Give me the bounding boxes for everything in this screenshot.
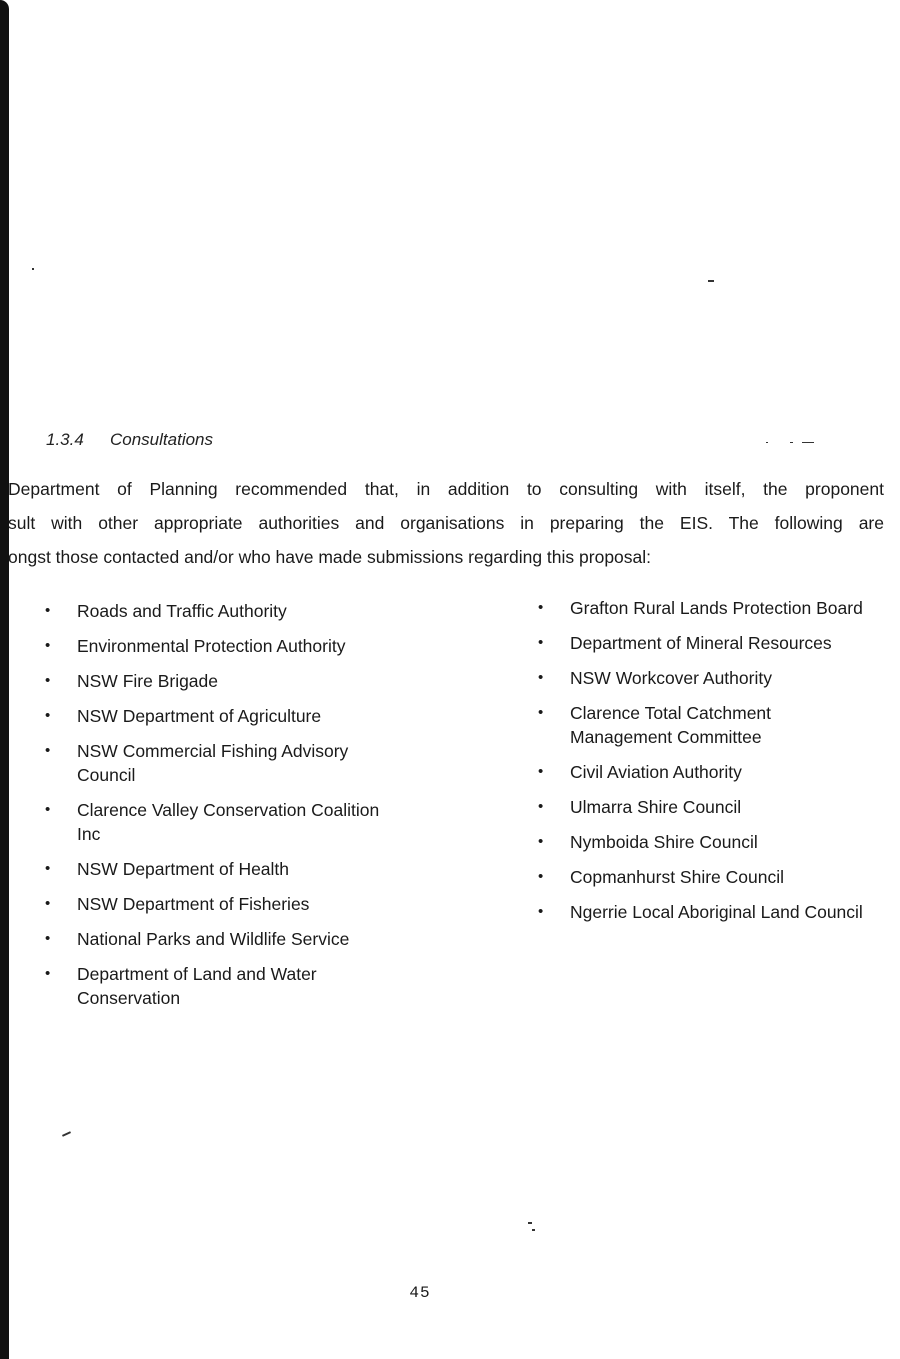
bullet-icon: • [45, 930, 51, 947]
bullet-icon: • [45, 742, 51, 759]
scan-binding-edge [0, 0, 9, 1359]
list-item: • National Parks and Wildlife Service [45, 929, 350, 949]
list-item: • Department of Land and Water Conservation [45, 964, 317, 1008]
list-item: • Clarence Total Catchment Management Committee [538, 703, 772, 747]
bullet-icon: • [45, 672, 51, 689]
scan-speck [766, 442, 768, 443]
list-item: • Nymboida Shire Council [538, 832, 758, 852]
list-item: • NSW Department of Health [45, 859, 290, 879]
scan-speck [62, 1131, 71, 1137]
scan-speck [790, 442, 793, 443]
bullet-icon: • [45, 860, 51, 877]
bullet-icon: • [45, 707, 51, 724]
consulted-list-left [45, 599, 405, 1021]
consulted-list-right [538, 596, 878, 935]
list-item: • Roads and Traffic Authority [45, 601, 287, 621]
list-item: • NSW Fire Brigade [45, 671, 219, 691]
bullet-icon: • [538, 599, 544, 616]
bullet-icon: • [538, 669, 544, 686]
section-heading [46, 430, 213, 450]
intro-line-3: ongst those contacted and/or who have made submissions regarding this proposal: [8, 547, 652, 567]
list-item: • Ngerrie Local Aboriginal Land Council [538, 902, 863, 922]
bullet-icon: • [45, 637, 51, 654]
bullet-icon: • [538, 868, 544, 885]
bullet-icon: • [538, 634, 544, 651]
list-item: • NSW Commercial Fishing Advisory Council [45, 741, 349, 785]
bullet-icon: • [45, 895, 51, 912]
section-number: 1.3.4 [46, 430, 84, 449]
list-item: • Clarence Valley Conservation Coalition Inc [45, 800, 380, 844]
list-item: • Environmental Protection Authority [45, 636, 346, 656]
list-item: • NSW Workcover Authority [538, 668, 772, 688]
bullet-icon: • [45, 602, 51, 619]
scan-speck [32, 268, 34, 270]
scan-speck [708, 280, 714, 282]
section-title: Consultations [110, 430, 214, 449]
bullet-icon: • [45, 965, 51, 982]
bullet-icon: • [538, 704, 544, 721]
bullet-icon: • [45, 801, 51, 818]
bullet-icon: • [538, 798, 544, 815]
intro-paragraph [8, 472, 884, 574]
list-item: • NSW Department of Agriculture [45, 706, 322, 726]
bullet-icon: • [538, 903, 544, 920]
intro-line-2: sult with other appropriate authorities and organisations in preparing the EIS. The following are [8, 513, 884, 533]
scan-speck [528, 1222, 532, 1224]
list-item: • NSW Department of Fisheries [45, 894, 310, 914]
list-item: • Ulmarra Shire Council [538, 797, 742, 817]
list-item: • Copmanhurst Shire Council [538, 867, 784, 887]
scan-speck [532, 1229, 535, 1231]
list-item: • Grafton Rural Lands Protection Board [538, 598, 863, 618]
intro-line-1: Department of Planning recommended that, in addition to consulting with itself, the proponent [8, 479, 884, 499]
page-number: 45 [409, 1284, 431, 1302]
list-item: • Civil Aviation Authority [538, 762, 742, 782]
bullet-icon: • [538, 833, 544, 850]
scan-speck [802, 442, 814, 443]
bullet-icon: • [538, 763, 544, 780]
list-item: • Department of Mineral Resources [538, 633, 832, 653]
